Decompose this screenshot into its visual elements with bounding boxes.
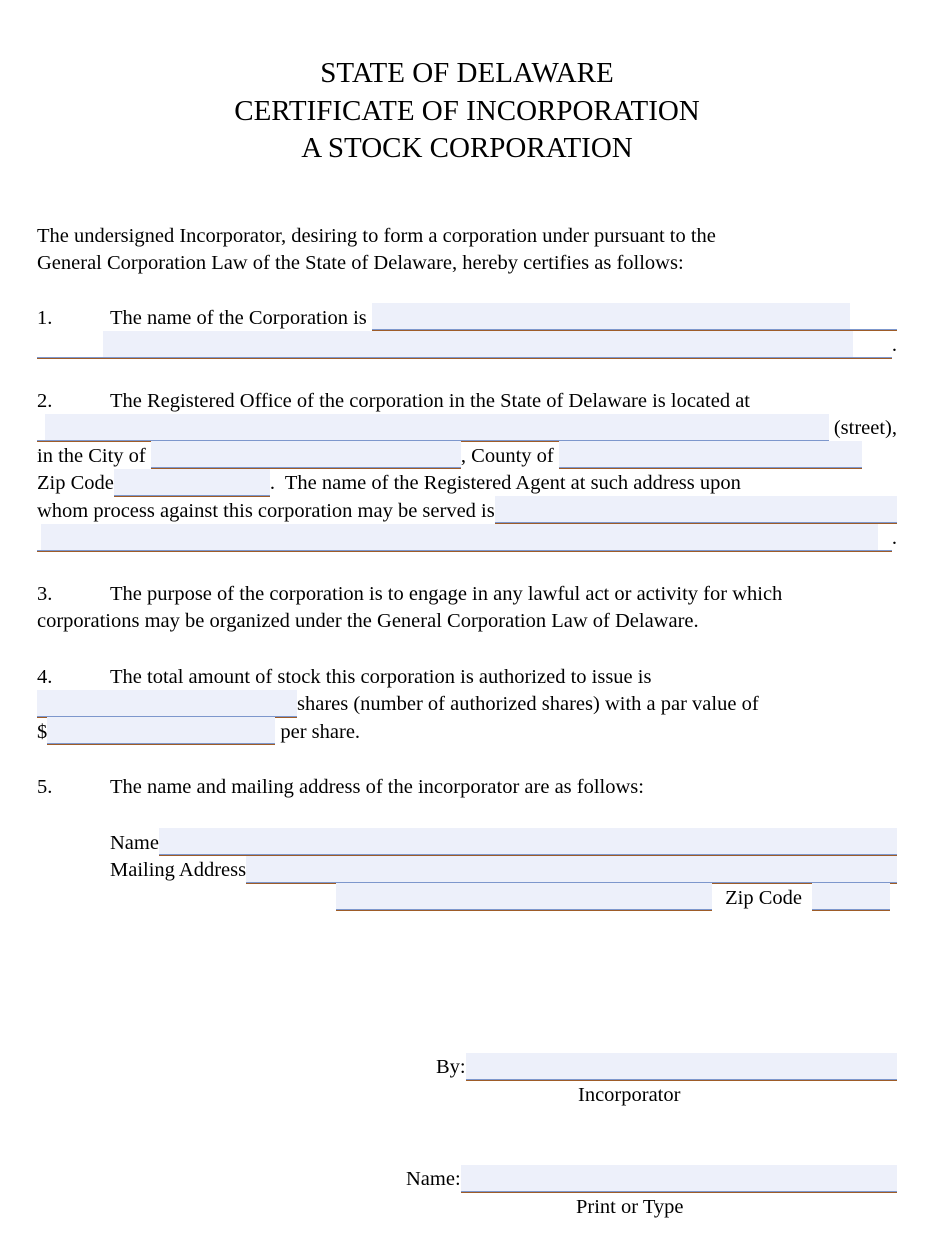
item-3 bbox=[37, 581, 897, 636]
item-2 bbox=[37, 388, 897, 553]
title-line-3: A STOCK CORPORATION bbox=[301, 132, 633, 164]
item-2-street-line bbox=[37, 415, 897, 443]
item-3-line-1 bbox=[37, 581, 897, 609]
item-1-line-2 bbox=[37, 332, 897, 360]
registered-agent-field-1[interactable] bbox=[495, 496, 897, 523]
item-2-number: 2. bbox=[37, 389, 53, 412]
title-line-1: STATE OF DELAWARE bbox=[320, 57, 614, 89]
mailing-address-line-2 bbox=[336, 885, 897, 913]
item-5 bbox=[37, 774, 897, 802]
dollar-sign: $ bbox=[37, 720, 48, 743]
by-label: By: bbox=[436, 1056, 466, 1078]
item-2-agent-line-2 bbox=[37, 525, 897, 553]
corporation-name-field-2[interactable] bbox=[37, 331, 892, 358]
incorporator-name-line bbox=[110, 830, 897, 858]
incorporator-name-field[interactable] bbox=[159, 828, 897, 855]
by-signature-line bbox=[436, 1054, 897, 1082]
after-zip-text: . The name of the Registered Agent at such address upon bbox=[269, 472, 741, 494]
item-3-text-1: The purpose of the corporation is to engage in any lawful act or activity for which bbox=[110, 582, 783, 605]
mailing-address-line-1 bbox=[110, 857, 897, 885]
county-prefix: , County of bbox=[460, 444, 559, 467]
city-field[interactable] bbox=[151, 441, 461, 468]
zip-code-label: Zip Code bbox=[725, 886, 802, 909]
by-signature-field[interactable] bbox=[466, 1053, 897, 1080]
item-3-text-2: corporations may be organized under the General Corporation Law of Delaware. bbox=[37, 610, 699, 632]
street-suffix: (street), bbox=[828, 417, 897, 439]
document-title bbox=[37, 55, 897, 168]
item-2-zip-line bbox=[37, 470, 897, 498]
intro-line-2: General Corporation Law of the State of Delaware, hereby certifies as follows: bbox=[37, 252, 684, 274]
print-name-field[interactable] bbox=[461, 1165, 897, 1192]
city-prefix: in the City of bbox=[37, 444, 151, 467]
item-1-line-1 bbox=[37, 305, 897, 333]
incorporator-block bbox=[110, 830, 897, 913]
item-2-period: . bbox=[891, 527, 897, 549]
title-line-2: CERTIFICATE OF INCORPORATION bbox=[234, 94, 700, 127]
item-3-line-2 bbox=[37, 608, 897, 636]
corporation-name-field-1[interactable] bbox=[372, 303, 897, 330]
item-2-agent-line-1 bbox=[37, 498, 897, 526]
mailing-address-label: Mailing Address bbox=[110, 859, 247, 881]
signature-name-label: Name: bbox=[406, 1168, 461, 1190]
item-5-line-1 bbox=[37, 774, 897, 802]
shares-suffix: shares (number of authorized shares) with a par value of bbox=[297, 693, 759, 715]
served-prefix: whom process against this corporation may be served is bbox=[37, 499, 495, 522]
zip-prefix: Zip Code bbox=[37, 472, 114, 494]
item-4-par-value-line bbox=[37, 719, 897, 747]
item-2-line-1 bbox=[37, 388, 897, 416]
per-share-suffix: per share. bbox=[275, 720, 361, 743]
item-4 bbox=[37, 664, 897, 747]
mailing-address-field-2[interactable] bbox=[336, 883, 712, 910]
item-4-shares-line bbox=[37, 691, 897, 719]
print-or-type-caption: Print or Type bbox=[576, 1195, 684, 1218]
item-5-text: The name and mailing address of the incorporator are as follows: bbox=[110, 776, 644, 798]
item-1-number: 1. bbox=[37, 306, 53, 329]
incorporator-caption: Incorporator bbox=[578, 1083, 681, 1106]
registered-office-zip-field[interactable] bbox=[114, 469, 270, 496]
item-1 bbox=[37, 305, 897, 360]
intro-paragraph bbox=[37, 223, 897, 278]
item-1-period: . bbox=[891, 334, 897, 356]
incorporator-zip-field[interactable] bbox=[812, 883, 890, 910]
print-name-line bbox=[406, 1166, 897, 1194]
item-4-text: The total amount of stock this corporation is authorized to issue is bbox=[110, 665, 652, 688]
item-2-text: The Registered Office of the corporation in the State of Delaware is located at bbox=[110, 389, 750, 412]
item-4-number: 4. bbox=[37, 665, 53, 688]
registered-office-street-field[interactable] bbox=[37, 414, 829, 441]
item-2-city-county-line bbox=[37, 443, 897, 471]
par-value-field[interactable] bbox=[47, 717, 275, 744]
item-1-text: The name of the Corporation is bbox=[110, 306, 372, 329]
item-3-number: 3. bbox=[37, 582, 53, 605]
name-label: Name bbox=[110, 831, 159, 854]
county-field[interactable] bbox=[559, 441, 862, 468]
registered-agent-field-2[interactable] bbox=[37, 524, 892, 551]
item-5-number: 5. bbox=[37, 776, 53, 798]
intro-line-1: The undersigned Incorporator, desiring to form a corporation under pursuant to the bbox=[37, 224, 716, 247]
mailing-address-field-1[interactable] bbox=[246, 856, 897, 883]
authorized-shares-field[interactable] bbox=[37, 690, 297, 717]
item-4-line-1 bbox=[37, 664, 897, 692]
